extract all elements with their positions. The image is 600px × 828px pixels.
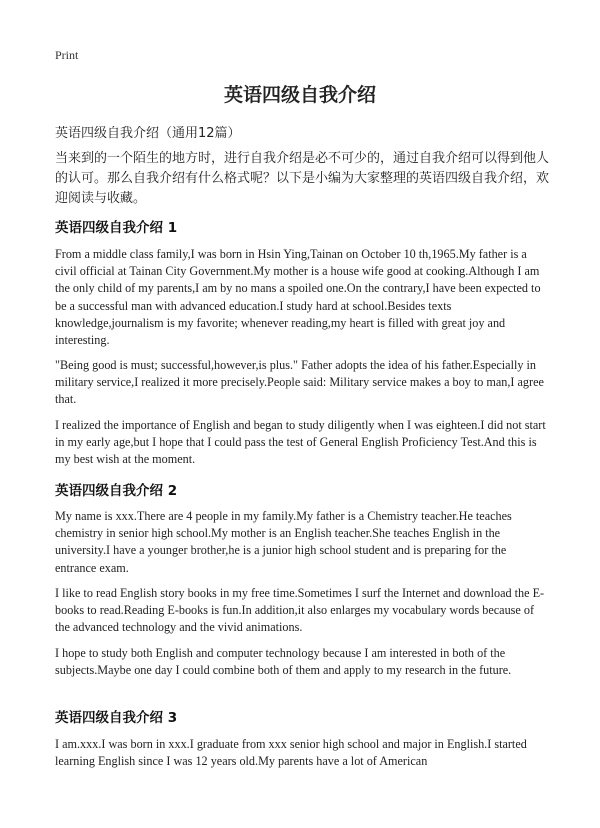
section-2-paragraph-1: My name is xxx.There are 4 people in my family.My father is a Chemistry teacher.He teaches chemistry in senior high school.My mother is an English teacher.She teaches English in the university.I have a younger brother,he is a junior high school student and is preparing for the entrance exam.: [55, 509, 512, 575]
section-heading-1: 英语四级自我介绍 1: [55, 220, 178, 236]
section-1-paragraph-3: I realized the importance of English and began to study diligently when I was eighteen.I did not start in my early age,but I hope that I could pass the test of General English Proficiency Test.And this is my best wish at the moment.: [55, 418, 546, 467]
article-subtitle: 英语四级自我介绍（通用12篇）: [55, 126, 241, 141]
section-heading-3: 英语四级自我介绍 3: [55, 710, 178, 726]
print-link[interactable]: Print: [55, 48, 79, 62]
section-2-paragraph-3: I hope to study both English and computer technology because I am interested in both of the subjects.Maybe one day I could combine both of them and apply to my research in the future.: [55, 646, 512, 678]
page-title: 英语四级自我介绍: [223, 84, 376, 106]
section-heading-2: 英语四级自我介绍 2: [55, 483, 178, 499]
intro-paragraph: 当来到的一个陌生的地方时，进行自我介绍是必不可少的，通过自我介绍可以得到他人的认可。那么自我介绍有什么格式呢？以下是小编为大家整理的英语四级自我介绍，欢迎阅读与收藏。: [55, 151, 550, 206]
section-3-paragraph-1: I am.xxx.I was born in xxx.I graduate from xxx senior high school and major in English.I started learning English since I was 12 years old.My parents have a lot of American: [55, 737, 527, 769]
section-2-paragraph-2: I like to read English story books in my free time.Sometimes I surf the Internet and download the E-books to read.Reading E-books is fun.In addition,it also enlarges my vocabulary words because of the advanced technology and the vivid animations.: [55, 586, 545, 635]
section-1-paragraph-2: "Being good is must; successful,however,is plus." Father adopts the idea of his father.Especially in military service,I realized it more precisely.People said: Military service makes a boy to man,I agree that.: [55, 358, 544, 407]
section-1-paragraph-1: From a middle class family,I was born in Hsin Ying,Tainan on October 10 th,1965.My father is a civil official at Tainan City Government.My mother is a house wife good at cooking.Although I am the only child of my parents,I am by no mans a spoiled one.On the contrary,I have been expected to be a successful man with advanced education.I study hard at school.Besides texts knowledge,journalism is my favorite; whenever reading,my heart is filled with great joy and interesting.: [55, 247, 541, 348]
